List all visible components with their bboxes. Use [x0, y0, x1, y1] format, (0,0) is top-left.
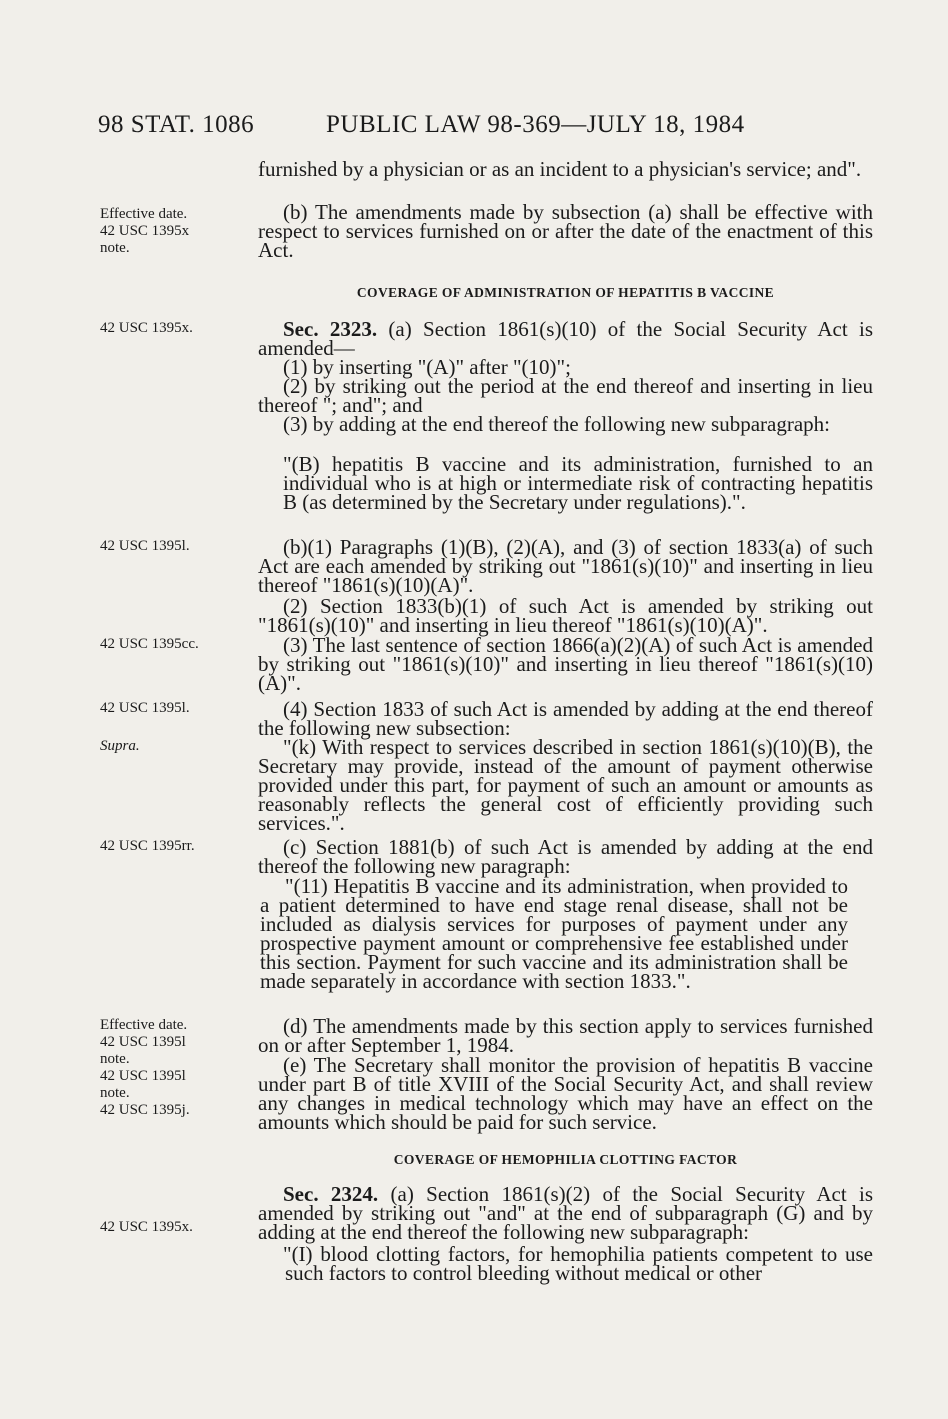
list-item: (1) by inserting "(A)" after "(10)";	[283, 355, 571, 379]
margin-note-citation: 42 USC 1395rr.	[100, 838, 195, 854]
section-number: Sec. 2323.	[283, 317, 378, 341]
paragraph: furnished by a physician or as an incident to a physician's service; and".	[258, 157, 862, 181]
margin-note-citation: 42 USC 1395l.	[100, 700, 190, 716]
quoted-subparagraph: "(B) hepatitis B vaccine and its administration, furnished to an individual who is at high or intermediate risk of contracting hepatitis B (as determined by the Secretary under regulations).".	[283, 452, 873, 514]
paragraph: (b) The amendments made by subsection (a) shall be effective with respect to services furnished on or after the date of the enactment of this Act.	[258, 200, 873, 262]
paragraph: (d) The amendments made by this section apply to services furnished on or after September 1, 1984.	[258, 1014, 873, 1057]
quoted-subparagraph: "(I) blood clotting factors, for hemophilia patients competent to use such factors to control bleeding without medical or other	[283, 1242, 873, 1285]
paragraph: (2) Section 1833(b)(1) of such Act is amended by striking out "1861(s)(10)" and inserting in lieu thereof "1861(s)(10)(A)".	[258, 594, 873, 637]
paragraph: (b)(1) Paragraphs (1)(B), (2)(A), and (3) of section 1833(a) of such Act are each amended by striking out "1861(s)(10)" and inserting in lieu thereof "1861(s)(10)(A)".	[258, 535, 873, 597]
margin-note-supra: Supra.	[100, 738, 140, 754]
section-paragraph: Sec. 2323. (a) Section 1861(s)(10) of the Social Security Act is amended—	[258, 317, 874, 360]
list-item: (3) by adding at the end thereof the following new subparagraph:	[283, 412, 830, 436]
quoted-subsection: "(k) With respect to services described in section 1861(s)(10)(B), the Secretary may provide, instead of the amount of payment otherwise provided under this part, for payment of such an amount or amounts as reasonably reflects the general cost of efficiently providing such services.".	[258, 735, 873, 835]
margin-note-citation: 42 USC 1395x.	[100, 1219, 193, 1235]
page-number-header: 98 STAT. 1086	[98, 111, 255, 138]
margin-note-citation: 42 USC 1395l.	[100, 538, 190, 554]
margin-note-citation: 42 USC 1395x.	[100, 320, 193, 336]
margin-note-citation: 42 USC 1395cc.	[100, 636, 199, 652]
paragraph: (3) The last sentence of section 1866(a)(2)(A) of such Act is amended by striking out "1861(s)(10)" and inserting in lieu thereof "1861(s)(10)(A)".	[258, 633, 873, 695]
paragraph: (4) Section 1833 of such Act is amended by adding at the end thereof the following new subsection:	[258, 697, 873, 740]
margin-note-effective-date: Effective date. 42 USC 1395l note. 42 USC 1395l note. 42 USC 1395j.	[100, 1017, 190, 1118]
public-law-header: PUBLIC LAW 98-369—JULY 18, 1984	[326, 111, 745, 138]
margin-note-effective-date: Effective date. 42 USC 1395x note.	[100, 206, 190, 256]
list-item: (2) by striking out the period at the end thereof and inserting in lieu thereof "; and"; and	[258, 374, 873, 417]
section-number: Sec. 2324.	[283, 1182, 379, 1206]
paragraph: (e) The Secretary shall monitor the provision of hepatitis B vaccine under part B of title XVIII of the Social Security Act, and shall review any changes in medical technology which may have an effect on the amounts which should be paid for such service.	[258, 1053, 873, 1134]
quoted-paragraph: "(11) Hepatitis B vaccine and its administration, when provided to a patient determined to have end stage renal disease, shall not be included as dialysis services for purposes of payment under any prospective payment amount or comprehensive fee established under this section. Payment for such vaccine and its administration shall be made separately in accordance with section 1833.".	[260, 874, 848, 993]
section-paragraph: Sec. 2324. (a) Section 1861(s)(2) of the Social Security Act is amended by striking out "and" at the end of subparagraph (G) and by adding at the end thereof the following new subparagraph:	[258, 1182, 873, 1244]
section-heading: COVERAGE OF HEMOPHILIA CLOTTING FACTOR	[393, 1152, 738, 1167]
section-heading: COVERAGE OF ADMINISTRATION OF HEPATITIS B VACCINE	[356, 285, 775, 300]
paragraph: (c) Section 1881(b) of such Act is amended by adding at the end thereof the following new paragraph:	[258, 835, 873, 878]
